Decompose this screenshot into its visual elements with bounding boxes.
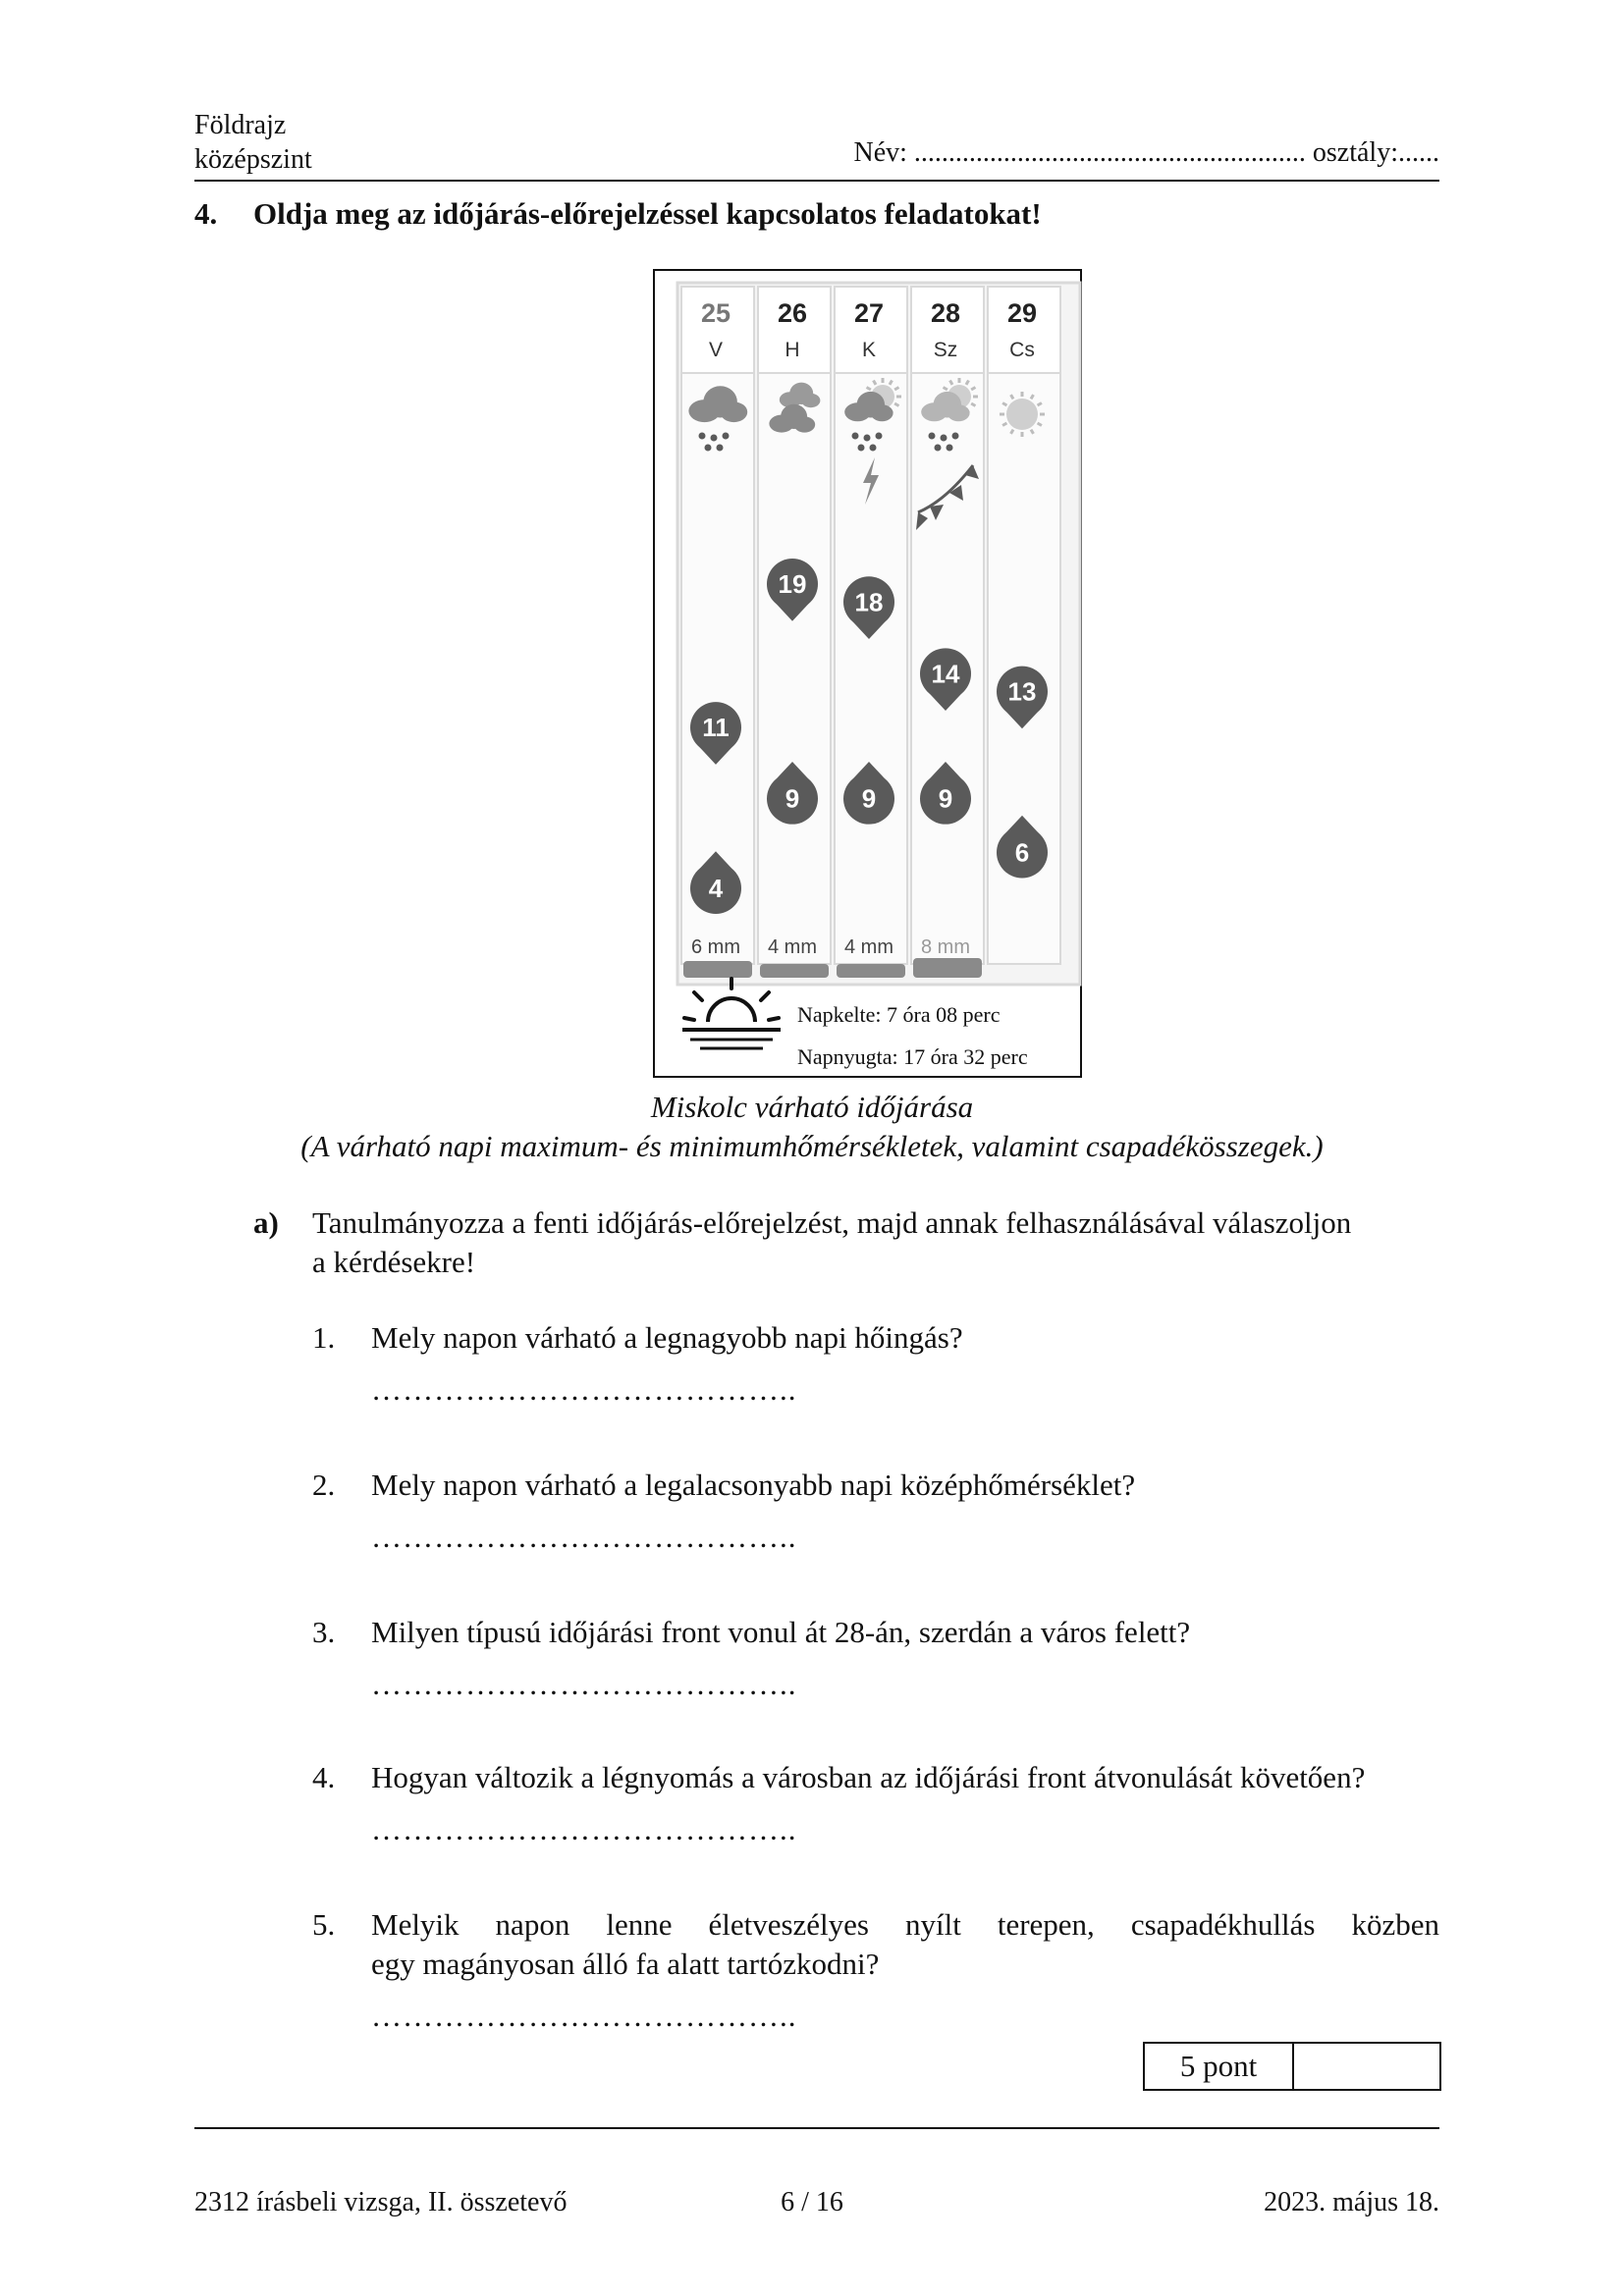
day-date: 29 <box>1006 298 1038 328</box>
precipitation-bar <box>837 964 905 978</box>
header-rule <box>194 180 1439 182</box>
raindrop <box>723 433 730 440</box>
cloud-part <box>947 404 970 421</box>
sun-ray <box>769 1018 779 1020</box>
precipitation-bar <box>683 961 752 978</box>
footer-date: 2023. május 18. <box>1264 2187 1439 2217</box>
min-temperature-label: 4 <box>708 874 724 903</box>
min-temperature-label: 6 <box>1014 837 1030 868</box>
subject-label: Földrajz <box>194 110 287 140</box>
max-temperature-label: 19 <box>778 569 807 599</box>
question-5-text-line2: egy magányosan álló fa alatt tartózkodni? <box>371 1947 880 1981</box>
raindrop <box>705 445 712 452</box>
raindrop <box>876 433 883 440</box>
sunrise-text: Napkelte: 7 óra 08 perc <box>797 1002 1001 1027</box>
precipitation-label: 4 mm <box>768 936 817 958</box>
precipitation-bar <box>913 958 982 978</box>
question-1-number: 1. <box>312 1320 336 1355</box>
sun-ray <box>684 1018 694 1020</box>
level-label: középszint <box>194 144 312 175</box>
question-3-text: Milyen típusú időjárási front vonul át 28-án, szerdán a város felett? <box>371 1615 1191 1649</box>
question-2-answer-line[interactable]: ………………………………….. <box>371 1520 797 1554</box>
precipitation-label: 4 mm <box>844 936 893 958</box>
raindrop <box>935 445 942 452</box>
day-date: 26 <box>777 298 808 328</box>
sun-disc <box>1006 399 1038 430</box>
task-instruction: Oldja meg az időjárás-előrejelzéssel kapcsolatos feladatokat! <box>253 196 1042 231</box>
raindrop <box>947 445 953 452</box>
score-label: 5 pont <box>1145 2044 1294 2089</box>
score-box <box>1143 2042 1441 2091</box>
max-temperature-label: 14 <box>931 659 960 689</box>
day-date: 27 <box>853 298 885 328</box>
name-class-field: Név: ......................................................... osztály:...... <box>853 137 1439 168</box>
precipitation-label: 6 mm <box>691 936 740 958</box>
weather-forecast-graphic <box>653 269 1082 1078</box>
cloud-part <box>794 416 816 432</box>
raindrop <box>929 433 936 440</box>
raindrop <box>941 435 947 442</box>
part-a-intro-line1: Tanulmányozza a fenti időjárás-előrejelzést, majd annak felhasználásával válaszoljon <box>312 1205 1352 1240</box>
sunset-text: Napnyugta: 17 óra 32 perc <box>797 1044 1028 1069</box>
question-5-number: 5. <box>312 1907 336 1942</box>
question-3-answer-line[interactable]: ………………………………….. <box>371 1667 797 1701</box>
figure-caption-title: Miskolc várható időjárása <box>650 1090 974 1124</box>
day-weekday: K <box>861 339 877 361</box>
precipitation-label: 8 mm <box>921 936 970 958</box>
min-temperature-label: 9 <box>938 783 953 814</box>
footer-rule <box>194 2127 1439 2129</box>
cloud-part <box>871 404 893 421</box>
max-temperature-label: 13 <box>1007 676 1037 707</box>
raindrop <box>870 445 877 452</box>
question-1-answer-line[interactable]: ………………………………….. <box>371 1372 797 1407</box>
question-3-number: 3. <box>312 1615 336 1649</box>
max-temperature-label: 18 <box>854 587 884 617</box>
day-column-26 <box>758 287 831 978</box>
question-4-text: Hogyan változik a légnyomás a városban az időjárási front átvonulását követően? <box>371 1760 1366 1794</box>
question-1-text: Mely napon várható a legnagyobb napi hőingás? <box>371 1320 963 1355</box>
max-temperature-label: 11 <box>702 713 730 743</box>
day-column-28 <box>911 287 984 978</box>
min-temperature-label: 9 <box>861 783 877 814</box>
day-weekday: Sz <box>933 339 958 361</box>
raindrop <box>711 435 718 442</box>
footer-page-number: 6 / 16 <box>781 2187 843 2217</box>
day-date: 25 <box>700 298 731 328</box>
task-number: 4. <box>194 196 218 231</box>
raindrop <box>864 435 871 442</box>
day-weekday: Cs <box>1009 339 1035 361</box>
question-5-answer-line[interactable]: ………………………………….. <box>371 1999 797 2033</box>
day-weekday: V <box>708 339 724 361</box>
cloud-part <box>721 401 748 422</box>
raindrop <box>717 445 724 452</box>
figure-caption-subtitle: (A várható napi maximum- és minimumhőmérsékletek, valamint csapadékösszegek.) <box>300 1129 1324 1163</box>
score-value-field[interactable] <box>1294 2044 1439 2089</box>
raindrop <box>858 445 865 452</box>
raindrop <box>852 433 859 440</box>
question-2-text: Mely napon várható a legalacsonyabb napi középhőmérséklet? <box>371 1468 1136 1502</box>
day-date: 28 <box>930 298 961 328</box>
min-temperature-label: 9 <box>785 783 800 814</box>
question-5-text-line1: Melyik napon lenne életveszélyes nyílt terepen, csapadékhullás közben <box>371 1907 1439 1942</box>
raindrop <box>952 433 959 440</box>
part-a-intro-line2: a kérdésekre! <box>312 1245 476 1279</box>
question-4-answer-line[interactable]: ………………………………….. <box>371 1812 797 1846</box>
part-a-label: a) <box>253 1205 279 1240</box>
raindrop <box>699 433 706 440</box>
footer-exam-id: 2312 írásbeli vizsga, II. összetevő <box>194 2187 568 2217</box>
question-4-number: 4. <box>312 1760 336 1794</box>
cloud-part <box>801 394 820 407</box>
question-2-number: 2. <box>312 1468 336 1502</box>
precipitation-bar <box>760 964 829 978</box>
day-weekday: H <box>785 339 800 361</box>
